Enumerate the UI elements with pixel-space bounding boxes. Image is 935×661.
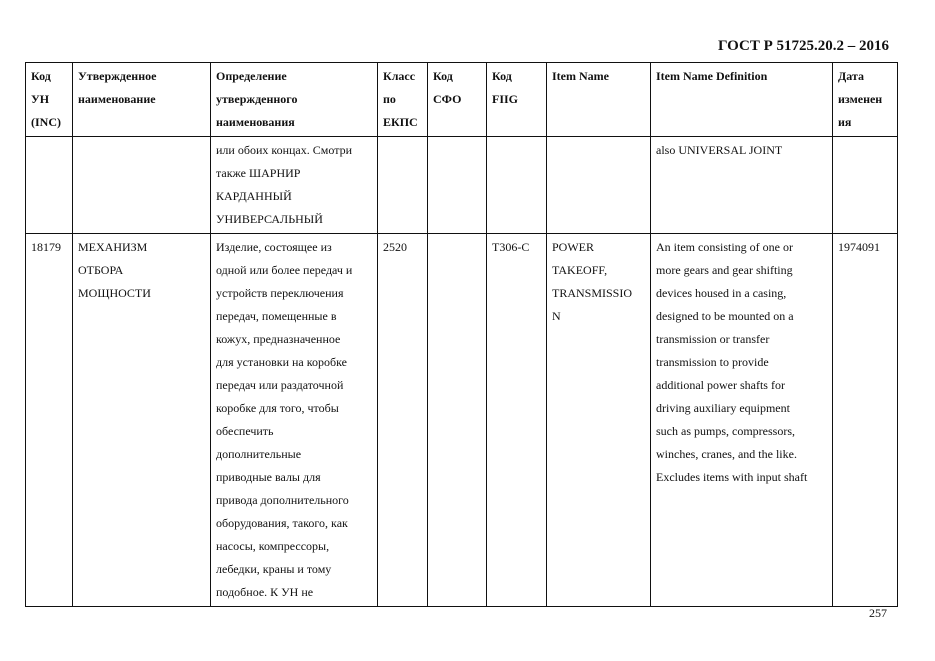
cell-text-line: FIIG xyxy=(492,92,519,106)
cell-text-line: TAKEOFF, xyxy=(552,263,608,277)
cell-definition xyxy=(211,234,378,607)
cell-inc xyxy=(26,137,73,234)
cell-text-line: подобное. К УН не xyxy=(216,585,314,599)
cell-ekps-class: 2520 xyxy=(378,234,428,607)
header-fiig-code xyxy=(487,63,547,137)
cell-text-line: УНИВЕРСАЛЬНЫЙ xyxy=(216,212,323,226)
cell-approved-name xyxy=(73,234,211,607)
cell-text-line: Код xyxy=(31,69,51,83)
cell-text-line: Код xyxy=(433,69,453,83)
table-header-row xyxy=(26,63,898,137)
nomenclature-table xyxy=(25,62,898,607)
cell-text-line: transmission to provide xyxy=(656,355,769,369)
cell-text-line: driving auxiliary equipment xyxy=(656,401,790,415)
cell-text-line: или обоих концах. Смотри xyxy=(216,143,353,157)
cell-definition xyxy=(211,137,378,234)
cell-text-line: POWER xyxy=(552,240,594,254)
cell-text-line: для установки на коробке xyxy=(216,355,347,369)
cell-text-line: МОЩНОСТИ xyxy=(78,286,151,300)
cell-text-line: TRANSMISSIO xyxy=(552,286,633,300)
header-sfo-code xyxy=(428,63,487,137)
cell-text-line: more gears and gear shifting xyxy=(656,263,793,277)
header-definition xyxy=(211,63,378,137)
cell-text-line: Утвержденное xyxy=(78,69,157,83)
cell-text-line: additional power shafts for xyxy=(656,378,785,392)
header-approved-name xyxy=(73,63,211,137)
cell-text-line: МЕХАНИЗМ xyxy=(78,240,148,254)
cell-text-line: transmission or transfer xyxy=(656,332,770,346)
cell-text-line: по xyxy=(383,92,396,106)
cell-text-line: ОТБОРА xyxy=(78,263,124,277)
cell-text-line: наименование xyxy=(78,92,156,106)
cell-text-line: Определение xyxy=(216,69,287,83)
cell-item-name xyxy=(547,234,651,607)
table-row xyxy=(26,137,898,234)
cell-text-line: оборудования, такого, как xyxy=(216,516,348,530)
cell-text-line: ия xyxy=(838,115,852,129)
cell-fiig-code: T306-C xyxy=(487,234,547,607)
cell-text-line: наименования xyxy=(216,115,295,129)
cell-text-line: Excludes items with input shaft xyxy=(656,470,808,484)
cell-ekps-class xyxy=(378,137,428,234)
cell-text-line: An item consisting of one or xyxy=(656,240,793,254)
cell-text-line: Дата xyxy=(838,69,864,83)
cell-text-line: привода дополнительного xyxy=(216,493,349,507)
cell-text-line: N xyxy=(552,309,561,323)
cell-change-date: 1974091 xyxy=(833,234,898,607)
cell-text-line: Изделие, состоящее из xyxy=(216,240,332,254)
cell-text-line: приводные валы для xyxy=(216,470,321,484)
cell-text-line: Item Name Definition xyxy=(656,69,768,83)
cell-item-name-definition xyxy=(651,234,833,607)
cell-text-line: such as pumps, compressors, xyxy=(656,424,795,438)
cell-approved-name xyxy=(73,137,211,234)
cell-text-line: winches, cranes, and the like. xyxy=(656,447,797,461)
cell-text-line: одной или более передач и xyxy=(216,263,353,277)
cell-text-line: насосы, компрессоры, xyxy=(216,539,330,553)
cell-change-date xyxy=(833,137,898,234)
cell-sfo-code xyxy=(428,234,487,607)
cell-text-line: ЕКПС xyxy=(383,115,418,129)
cell-fiig-code xyxy=(487,137,547,234)
cell-text-line: кожух, предназначенное xyxy=(216,332,341,346)
cell-text-line: передач или раздаточной xyxy=(216,378,344,392)
header-change-date xyxy=(833,63,898,137)
cell-text-line: изменен xyxy=(838,92,883,106)
cell-text-line: КАРДАННЫЙ xyxy=(216,189,292,203)
cell-text-line: также ШАРНИР xyxy=(216,166,301,180)
cell-text-line: передач, помещенные в xyxy=(216,309,337,323)
cell-sfo-code xyxy=(428,137,487,234)
header-ekps-class xyxy=(378,63,428,137)
header-inc xyxy=(26,63,73,137)
cell-text-line: обеспечить xyxy=(216,424,274,438)
header-item-name xyxy=(547,63,651,137)
page-number: 257 xyxy=(869,606,887,620)
cell-text-line: утвержденного xyxy=(216,92,298,106)
cell-text-line: Код xyxy=(492,69,512,83)
cell-text-line: also UNIVERSAL JOINT xyxy=(656,143,783,157)
cell-inc: 18179 xyxy=(26,234,73,607)
cell-item-name-definition xyxy=(651,137,833,234)
cell-item-name xyxy=(547,137,651,234)
cell-text-line: дополнительные xyxy=(216,447,302,461)
document-standard-number: ГОСТ Р 51725.20.2 – 2016 xyxy=(717,38,889,54)
cell-text-line: УН xyxy=(31,92,50,106)
cell-text-line: устройств переключения xyxy=(216,286,344,300)
cell-text-line: Класс xyxy=(383,69,416,83)
cell-text-line: СФО xyxy=(433,92,462,106)
cell-text-line: лебедки, краны и тому xyxy=(216,562,332,576)
cell-text-line: devices housed in a casing, xyxy=(656,286,787,300)
cell-text-line: коробке для того, чтобы xyxy=(216,401,339,415)
cell-text-line: designed to be mounted on a xyxy=(656,309,794,323)
cell-text-line: Item Name xyxy=(552,69,609,83)
cell-text-line: (INC) xyxy=(31,115,61,129)
header-item-name-definition xyxy=(651,63,833,137)
table-row xyxy=(26,234,898,607)
